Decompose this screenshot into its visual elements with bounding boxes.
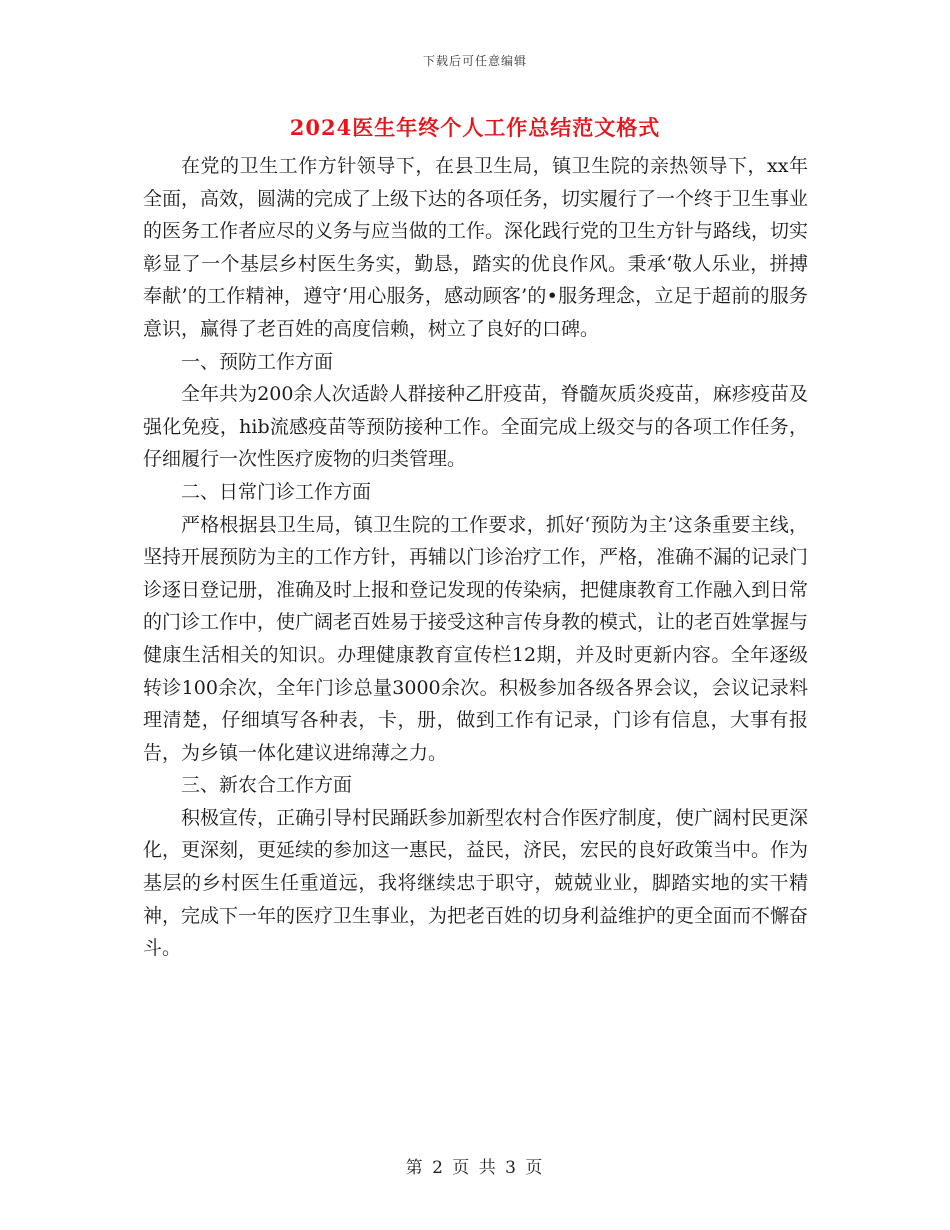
document-body [143,150,808,965]
intro-paragraph: 在党的卫生工作方针领导下，在县卫生局，镇卫生院的亲热领导下，xx年全面，高效，圆满的完成了上级下达的各项任务，切实履行了一个终于卫生事业的医务工作者应尽的义务与应当做的工作。深化践行党的卫生方针与路线，切实彰显了一个基层乡村医生务实，勤恳，踏实的优良作风。秉承‘敬人乐业，拼搏奉献’的工作精神，遵守‘用心服务，感动顾客’的•服务理念，立足于超前的服务意识，赢得了老百姓的高度信赖，树立了良好的口碑。 [143,155,809,340]
section-heading-outpatient: 二、日常门诊工作方面 [181,480,372,503]
page-number-footer: 第 2 页 共 3 页 [405,1158,545,1178]
document-title: 2024医生年终个人工作总结范文格式 [289,115,661,140]
section-heading-prevention: 一、预防工作方面 [181,350,334,373]
page-header-note: 下载后可任意编辑 [422,54,527,68]
section-body-outpatient: 严格根据县卫生局，镇卫生院的工作要求，抓好‘预防为主’这条重要主线，坚持开展预防为主的工作方针，再辅以门诊治疗工作，严格，准确不漏的记录门诊逐日登记册，准确及时上报和登记发现的传染病，把健康教育工作融入到日常的门诊工作中，使广阔老百姓易于接受这种言传身教的模式，让的老百姓掌握与健康生活相关的知识。办理健康教育宣传栏12期，并及时更新内容。全年逐级转诊100余次，全年门诊总量3000余次。积极参加各级各界会议，会议记录料理清楚，仔细填写各种表，卡，册，做到工作有记录，门诊有信息，大事有报告，为乡镇一体化建议进绵薄之力。 [143,513,809,764]
section-body-rural-cooperative: 积极宣传，正确引导村民踊跃参加新型农村合作医疗制度，使广阔村民更深化，更深刻，更延续的参加这一惠民，益民，济民，宏民的良好政策当中。作为基层的乡村医生任重道远，我将继续忠于职守，兢兢业业，脚踏实地的实干精神，完成下一年的医疗卫生事业，为把老百姓的切身利益维护的更全面而不懈奋斗。 [143,806,809,960]
section-heading-rural-cooperative: 三、新农合工作方面 [181,774,353,797]
section-body-prevention: 全年共为200余人次适龄人群接种乙肝疫苗，脊髓灰质炎疫苗，麻疹疫苗及强化免疫，hib流感疫苗等预防接种工作。全面完成上级交与的各项工作任务，仔细履行一次性医疗废物的归类管理。 [143,383,808,471]
